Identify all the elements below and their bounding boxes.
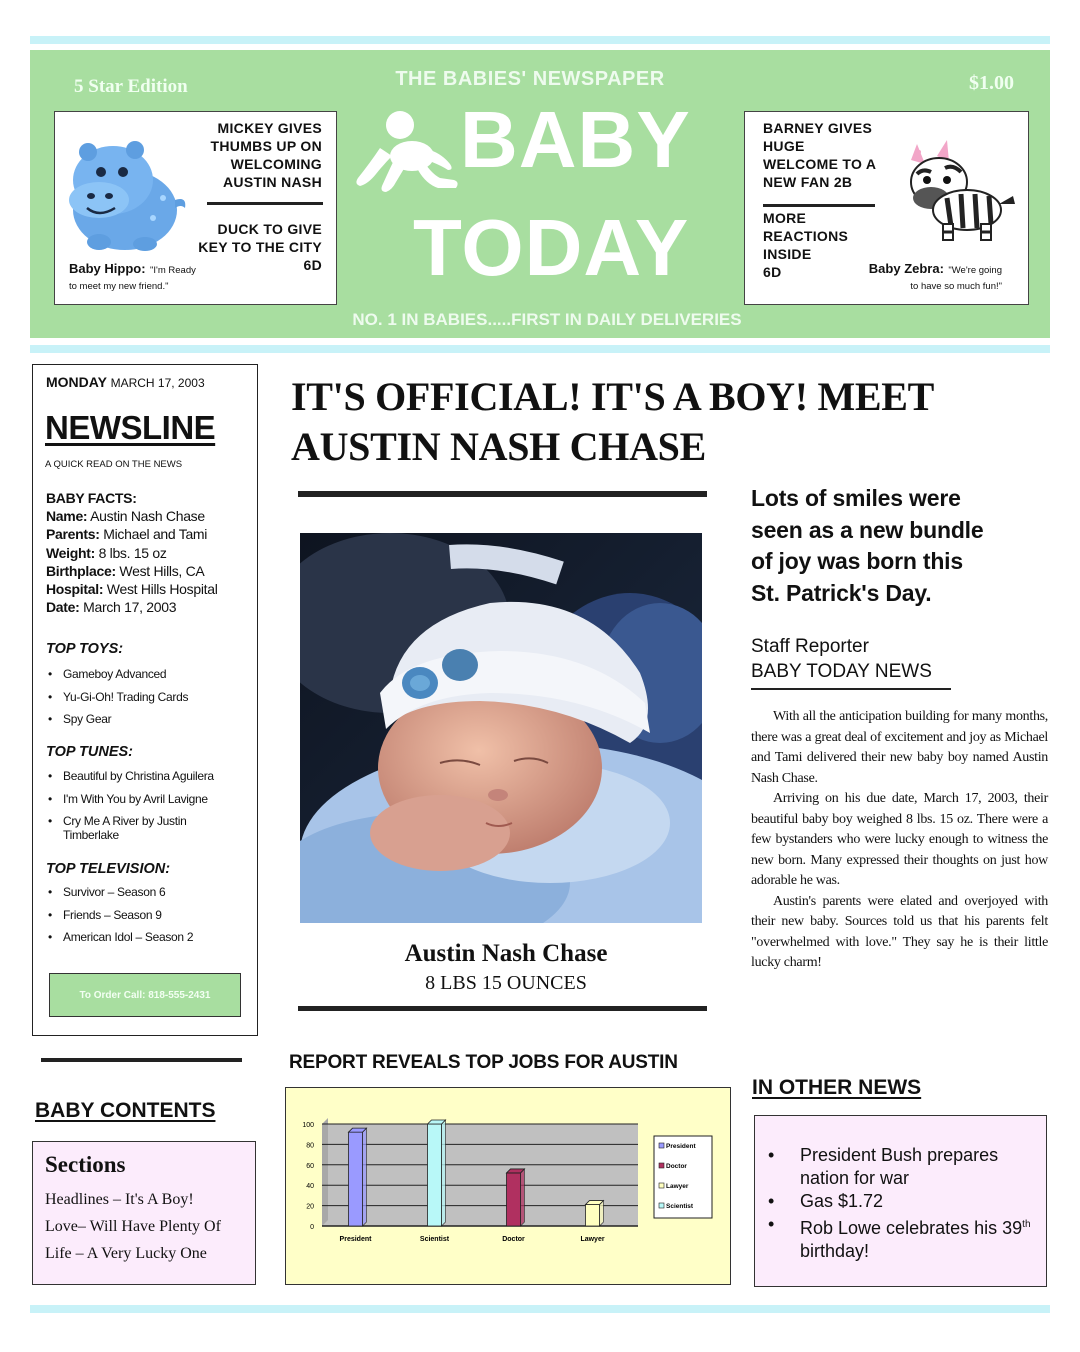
list-item: Life – A Very Lucky One <box>45 1245 207 1262</box>
chart-xtick-label: President <box>339 1236 372 1243</box>
baby-facts <box>46 489 256 616</box>
fact-value: March 17, 2003 <box>83 599 177 616</box>
right-story1-line: BARNEY GIVES <box>763 120 873 136</box>
newsline-panel <box>32 364 258 1036</box>
article-paragraph: Arriving on his due date, March 17, 2003, their beautiful baby boy weighed 8 lbs. 15 oz. There were a few bystanders who were lucky enough to witness the new born. Many expressed their thoughts on just how adorable he was. <box>751 791 1048 888</box>
fact-label: Parents: <box>46 526 100 543</box>
photo-top-rule <box>298 491 707 497</box>
newsline-date-text: MARCH 17, 2003 <box>110 376 205 390</box>
hippo-caption-name: Baby Hippo: <box>69 261 146 276</box>
news-item-number: 39 <box>1002 1218 1023 1238</box>
fact-label: Hospital: <box>46 581 104 598</box>
fact-value: West Hills, CA <box>119 562 205 579</box>
sidebar-bottom-rule <box>41 1058 242 1062</box>
top-toys-heading: TOP TOYS: <box>46 641 124 657</box>
fact-row <box>46 562 256 580</box>
right-story1-line: WELCOME TO A <box>763 156 877 172</box>
right-story1-line: HUGE <box>763 138 805 154</box>
photo-caption-weight: 8 LBS 15 OUNCES <box>425 972 587 994</box>
deck-line: St. Patrick's Day. <box>751 579 932 606</box>
top-tunes-list <box>46 769 256 851</box>
left-story1-line: AUSTIN NASH <box>223 174 322 190</box>
left-teaser-story2 <box>198 220 322 274</box>
bottom-stripe <box>30 1305 1050 1313</box>
edition-label: 5 Star Edition <box>74 76 188 97</box>
list-item: • Cry Me A River by Justin Timberlake <box>46 814 226 842</box>
left-teaser-story1 <box>211 119 322 191</box>
chart-legend-label: Scientist <box>666 1203 694 1210</box>
top-toys-list <box>46 667 256 735</box>
masthead-bottom-stripe <box>30 345 1050 353</box>
byline-role: Staff Reporter <box>751 636 869 657</box>
list-item: • I'm With You by Avril Lavigne <box>46 792 256 806</box>
fact-row <box>46 580 256 598</box>
list-item: Headlines – It's A Boy! <box>45 1191 194 1208</box>
masthead-title-line1: BABY <box>460 95 691 184</box>
photo-bottom-rule <box>298 1006 707 1011</box>
left-story2-line: KEY TO THE CITY <box>198 239 322 255</box>
chart-bar <box>349 1128 367 1226</box>
fact-row <box>46 544 256 562</box>
top-tv-heading: TOP TELEVISION: <box>46 861 171 877</box>
left-story1-line: MICKEY GIVES <box>217 120 322 136</box>
zebra-caption <box>869 262 1002 294</box>
other-news-list <box>765 1144 1035 1263</box>
fact-label: Birthplace: <box>46 562 116 579</box>
kicker-text: THE BABIES' NEWSPAPER <box>395 68 665 90</box>
chart-legend-swatch <box>659 1163 664 1168</box>
baby-photo <box>300 533 702 923</box>
contents-panel <box>32 1141 256 1285</box>
chart-ytick-label: 60 <box>306 1162 314 1170</box>
list-item: • Spy Gear <box>46 712 256 726</box>
price-label: $1.00 <box>969 72 1014 94</box>
facts-heading: BABY FACTS: <box>46 490 137 506</box>
list-item <box>765 1213 1035 1263</box>
contents-list <box>45 1186 221 1267</box>
headline-line2: AUSTIN NASH CHASE <box>291 424 706 469</box>
right-story2-line: REACTIONS <box>763 228 849 244</box>
fact-label: Weight: <box>46 544 95 561</box>
top-stripe <box>30 36 1050 44</box>
article-body <box>751 707 1048 974</box>
right-teaser-rule <box>763 204 875 207</box>
chart-xtick-label: Scientist <box>419 1236 450 1243</box>
hippo-icon <box>63 138 193 253</box>
newsline-day: MONDAY <box>46 374 107 390</box>
zebra-icon <box>903 134 1021 246</box>
fact-row <box>46 525 256 543</box>
fact-row <box>46 507 256 525</box>
article-paragraph: Austin's parents were elated and overjoyed with their new baby. Sources told us that his parents felt "overwhelmed with love." They say he is their little lucky charm! <box>751 893 1048 970</box>
contents-title: BABY CONTENTS <box>35 1099 216 1122</box>
fact-row <box>46 598 256 616</box>
list-item: • Friends – Season 9 <box>46 908 256 922</box>
chart-legend-label: Doctor <box>666 1163 687 1170</box>
other-news-title: IN OTHER NEWS <box>752 1076 922 1099</box>
hippo-caption-quote-1: "I'm Ready <box>150 265 196 276</box>
byline-rule <box>751 688 951 690</box>
chart-ytick-label: 0 <box>310 1224 314 1231</box>
chart-bar <box>586 1201 604 1226</box>
list-item: • American Idol – Season 2 <box>46 930 256 944</box>
chart-legend-swatch <box>659 1143 664 1148</box>
fact-value: Austin Nash Chase <box>90 508 205 525</box>
newsline-title: NEWSLINE <box>45 409 216 446</box>
list-item: • Beautiful by Christina Aguilera <box>46 769 256 783</box>
zebra-caption-quote-2: to have so much fun!" <box>910 281 1002 292</box>
photo-caption-name: Austin Nash Chase <box>404 940 608 967</box>
fact-value: 8 lbs. 15 oz <box>98 544 167 561</box>
right-teaser-story2 <box>763 209 848 281</box>
fact-label: Name: <box>46 508 88 525</box>
order-call-button[interactable]: To Order Call: 818-555-2431 <box>49 973 241 1017</box>
chart-side-wall <box>322 1118 328 1226</box>
list-item: • President Bush prepares nation for war <box>765 1144 1035 1190</box>
left-story2-line: DUCK TO GIVE <box>217 221 322 237</box>
top-tv-list <box>46 885 256 953</box>
chart-bar <box>428 1120 446 1226</box>
byline-outlet: BABY TODAY NEWS <box>751 661 932 682</box>
contents-heading: Sections <box>45 1152 126 1177</box>
list-item: • Yu-Gi-Oh! Trading Cards <box>46 690 256 704</box>
deck-line: Lots of smiles were <box>751 485 961 511</box>
right-story1-line: NEW FAN 2B <box>763 174 853 190</box>
article-paragraph: With all the anticipation building for many months, there was a great deal of excitement and joy as Michael and Tami delivered their new baby boy named Austin Nash Chase. <box>751 709 1048 786</box>
jobs-chart-title: REPORT REVEALS TOP JOBS FOR AUSTIN <box>289 1052 678 1073</box>
news-item-tail: birthday! <box>800 1241 870 1261</box>
right-story2-line: MORE <box>763 210 807 226</box>
hippo-caption-quote-2: to meet my new friend." <box>69 281 169 292</box>
byline <box>751 634 932 684</box>
right-story2-line: 6D <box>763 264 782 280</box>
list-item: • Survivor – Season 6 <box>46 885 256 899</box>
newsline-subtitle: A QUICK READ ON THE NEWS <box>45 459 183 470</box>
tagline <box>30 310 1050 330</box>
fact-value: Michael and Tami <box>103 526 208 543</box>
news-item-sup: th <box>1022 1219 1031 1230</box>
chart-legend-label: Lawyer <box>666 1183 689 1190</box>
list-item: • Gameboy Advanced <box>46 667 256 681</box>
deck-line: of joy was born this <box>751 548 963 574</box>
kicker <box>30 68 1050 91</box>
article-deck <box>751 483 1041 609</box>
chart-bar <box>507 1169 525 1226</box>
news-item-text: Rob Lowe celebrates his <box>800 1218 998 1238</box>
chart-ytick-label: 100 <box>302 1122 314 1129</box>
fact-label: Date: <box>46 599 80 616</box>
masthead <box>30 50 1050 338</box>
chart-ytick-label: 80 <box>306 1142 314 1150</box>
chart-xtick-label: Doctor <box>502 1236 525 1243</box>
left-teaser-card <box>54 111 337 305</box>
left-story1-line: THUMBS UP ON <box>210 138 322 154</box>
top-tunes-heading: TOP TUNES: <box>46 744 134 760</box>
zebra-caption-name: Baby Zebra: <box>868 261 944 276</box>
right-teaser-card <box>744 111 1029 305</box>
sleeping-baby-photo <box>300 533 702 923</box>
page-headline <box>291 372 1031 472</box>
jobs-chart-panel <box>285 1087 731 1285</box>
deck-line: seen as a new bundle <box>751 516 984 543</box>
list-item: Love– Will Have Plenty Of <box>45 1218 221 1235</box>
list-item: • Gas $1.72 <box>765 1190 1035 1213</box>
hippo-caption <box>69 262 196 294</box>
chart-legend-swatch <box>659 1183 664 1188</box>
jobs-bar-chart <box>286 1088 732 1286</box>
left-teaser-rule <box>207 202 323 205</box>
crawling-baby-icon <box>350 108 460 194</box>
right-story2-line: INSIDE <box>763 246 812 262</box>
left-story1-line: WELCOMING <box>230 156 322 172</box>
chart-legend-swatch <box>659 1203 664 1208</box>
chart-legend-label: President <box>666 1143 696 1150</box>
chart-xtick-label: Lawyer <box>580 1236 605 1243</box>
right-teaser-story1 <box>763 119 876 191</box>
headline-line1: IT'S OFFICIAL! IT'S A BOY! MEET <box>291 374 935 419</box>
masthead-title-line2: TODAY <box>413 203 690 292</box>
left-teaser-page: 6D <box>303 257 322 273</box>
newsline-date <box>46 374 205 390</box>
chart-ytick-label: 40 <box>306 1183 314 1191</box>
tagline-text: NO. 1 IN BABIES.....FIRST IN DAILY DELIVERIES <box>352 310 742 329</box>
fact-value: West Hills Hospital <box>106 581 218 598</box>
other-news-panel <box>754 1115 1047 1287</box>
zebra-caption-quote-1: "We're going <box>948 265 1002 276</box>
chart-ytick-label: 20 <box>306 1203 314 1211</box>
